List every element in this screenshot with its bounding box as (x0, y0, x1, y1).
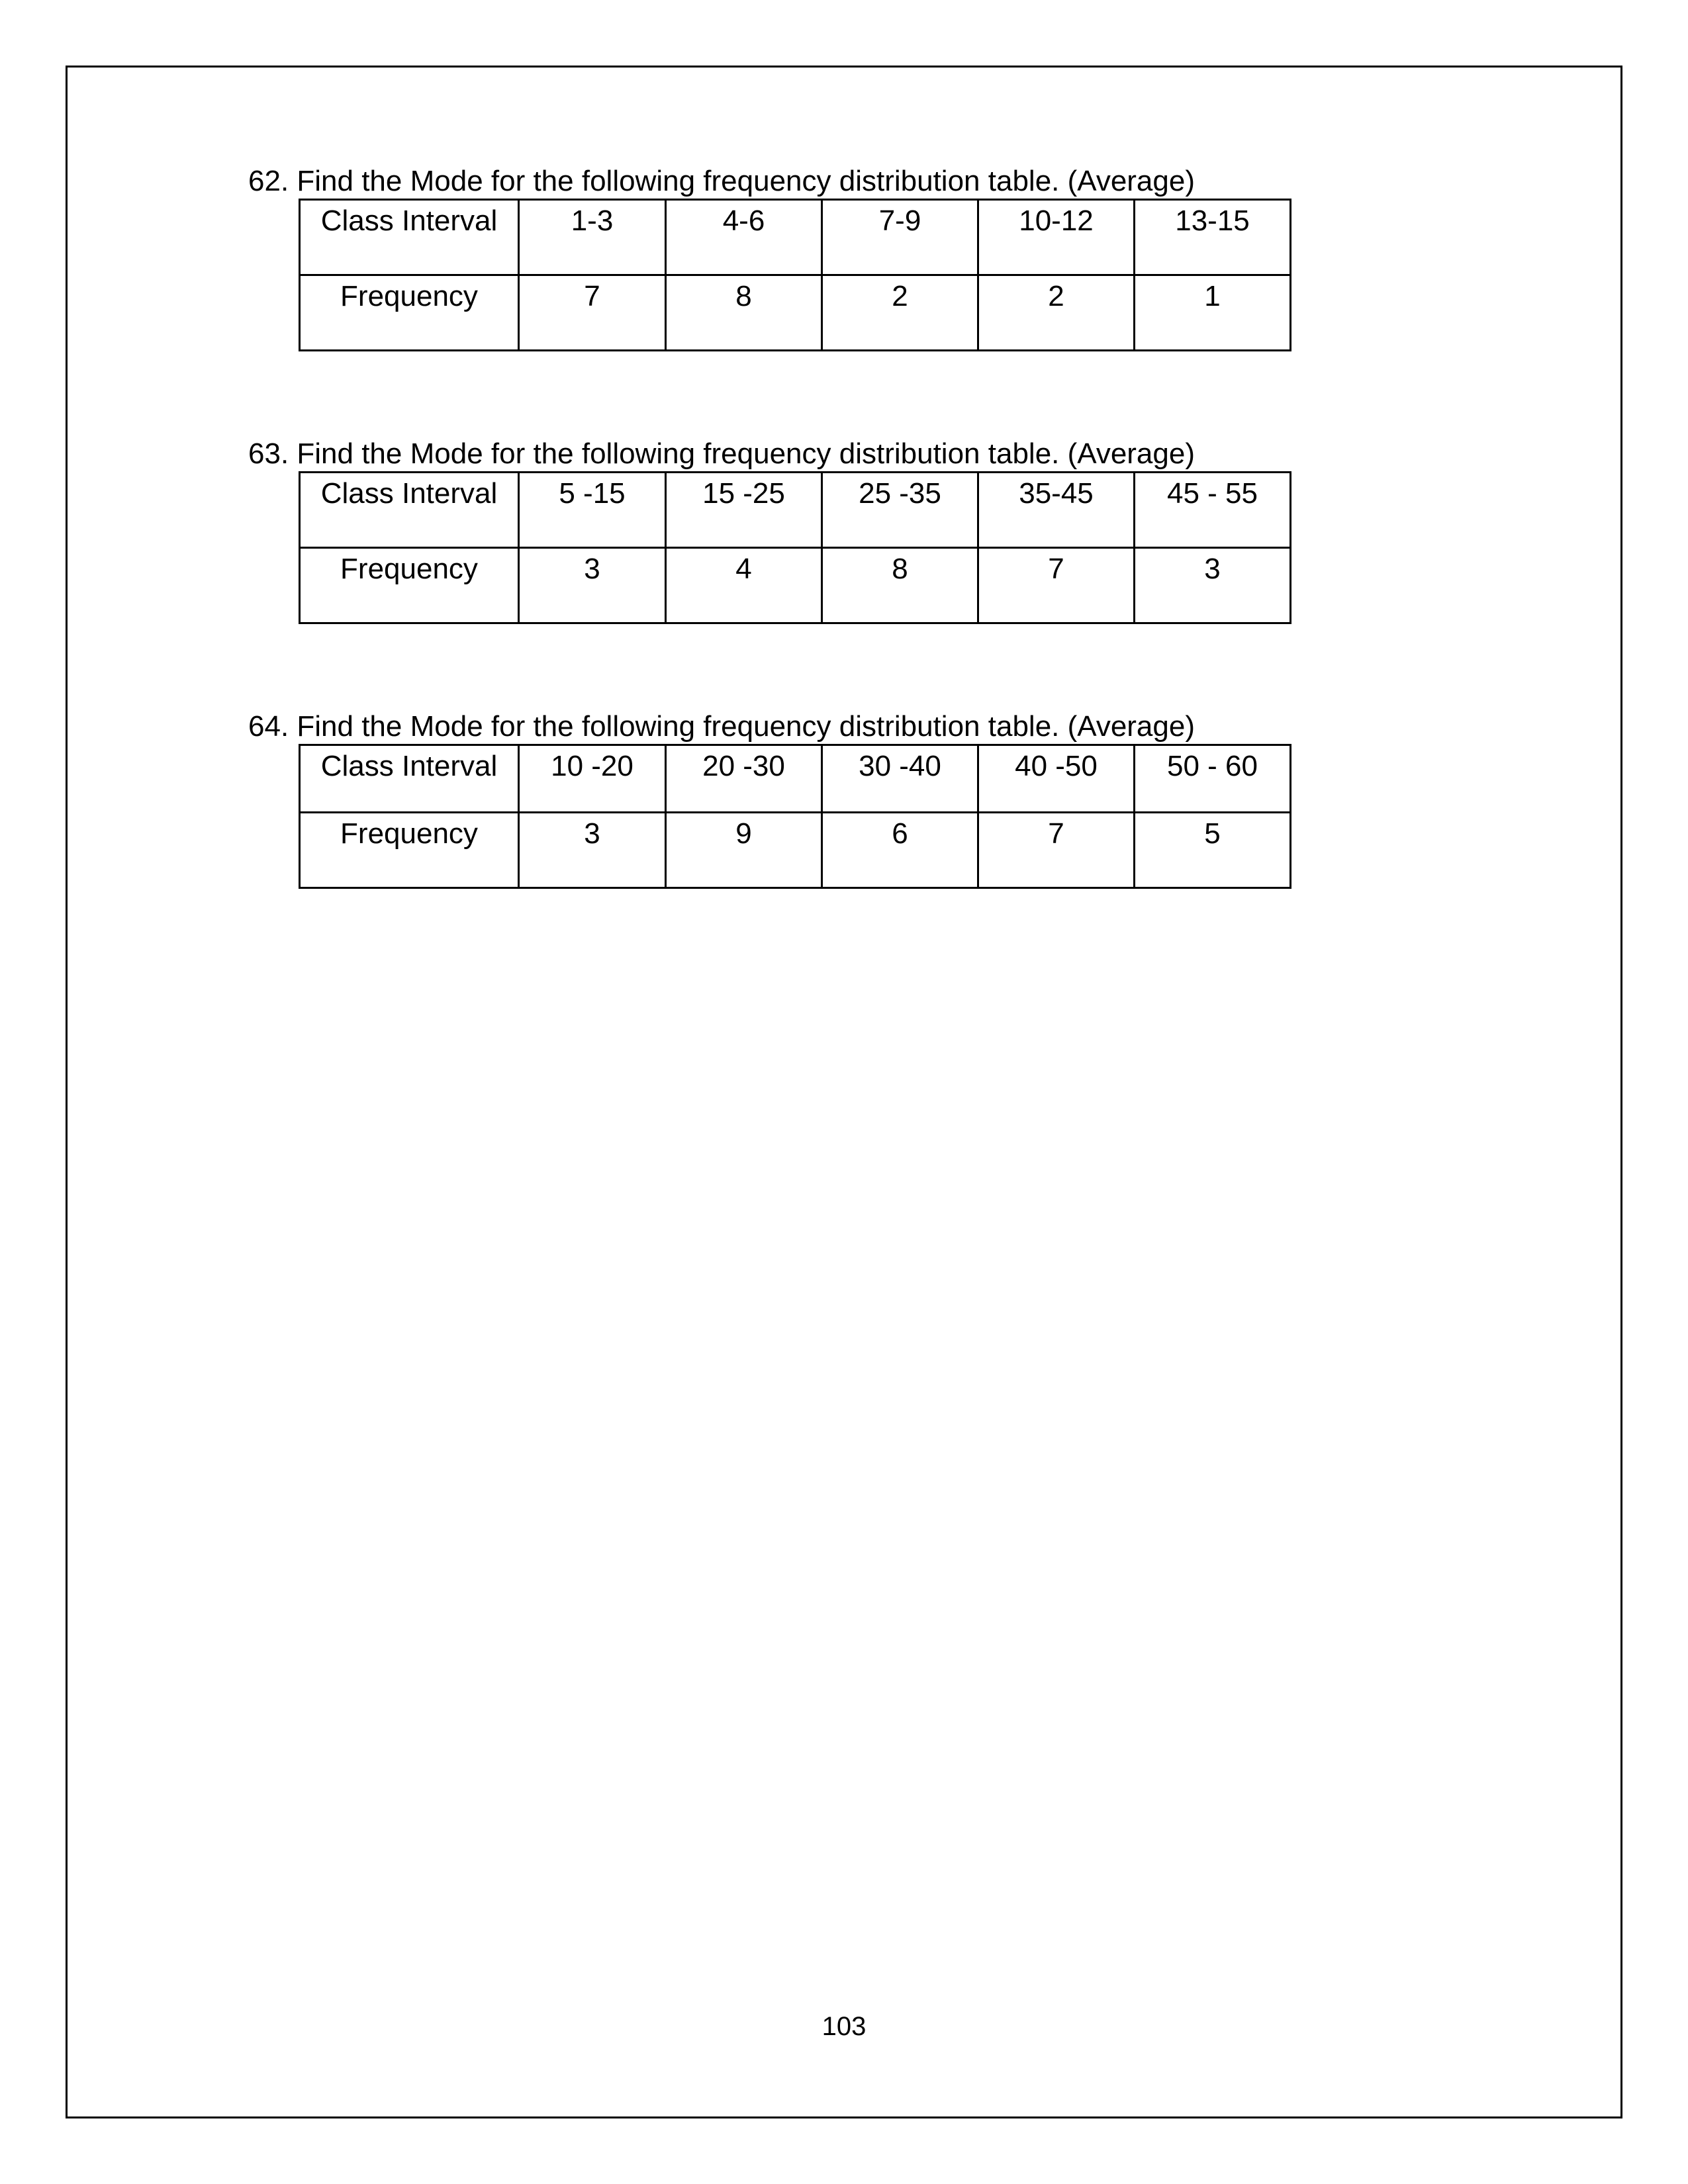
question-text: 63. Find the Mode for the following frequency distribution table. (Average) (248, 437, 1195, 470)
frequency-table (299, 471, 1291, 624)
question-63 (248, 437, 1291, 624)
frequency-cell: 8 (822, 548, 978, 623)
page-number: 103 (821, 2012, 867, 2041)
row-header: Class Interval (300, 745, 519, 813)
row-header: Class Interval (300, 473, 519, 548)
row-header: Class Interval (300, 200, 519, 275)
row-header: Frequency (300, 548, 519, 623)
frequency-cell: 3 (519, 548, 666, 623)
class-interval-row (300, 473, 1291, 548)
frequency-cell: 7 (978, 813, 1135, 888)
frequency-cell: 4 (666, 548, 822, 623)
interval-cell: 50 - 60 (1135, 745, 1291, 813)
class-interval-row (300, 200, 1291, 275)
question-64 (248, 709, 1291, 889)
interval-cell: 20 -30 (666, 745, 822, 813)
interval-cell: 4-6 (666, 200, 822, 275)
interval-cell: 13-15 (1135, 200, 1291, 275)
row-header: Frequency (300, 275, 519, 351)
class-interval-row (300, 745, 1291, 813)
frequency-cell: 2 (822, 275, 978, 351)
interval-cell: 5 -15 (519, 473, 666, 548)
question-text: 64. Find the Mode for the following frequency distribution table. (Average) (248, 710, 1195, 743)
frequency-cell: 5 (1135, 813, 1291, 888)
frequency-cell: 8 (666, 275, 822, 351)
frequency-cell: 3 (519, 813, 666, 888)
interval-cell: 10 -20 (519, 745, 666, 813)
interval-cell: 1-3 (519, 200, 666, 275)
frequency-cell: 7 (978, 548, 1135, 623)
frequency-cell: 3 (1135, 548, 1291, 623)
interval-cell: 10-12 (978, 200, 1135, 275)
frequency-cell: 9 (666, 813, 822, 888)
interval-cell: 7-9 (822, 200, 978, 275)
interval-cell: 15 -25 (666, 473, 822, 548)
frequency-cell: 2 (978, 275, 1135, 351)
frequency-table (299, 744, 1291, 889)
interval-cell: 30 -40 (822, 745, 978, 813)
frequency-cell: 6 (822, 813, 978, 888)
frequency-cell: 1 (1135, 275, 1291, 351)
row-header: Frequency (300, 813, 519, 888)
frequency-cell: 7 (519, 275, 666, 351)
question-text: 62. Find the Mode for the following frequency distribution table. (Average) (248, 165, 1195, 197)
frequency-row (300, 548, 1291, 623)
frequency-table (299, 199, 1291, 351)
interval-cell: 35-45 (978, 473, 1135, 548)
question-62 (248, 164, 1291, 351)
interval-cell: 45 - 55 (1135, 473, 1291, 548)
page-border (66, 66, 1622, 2118)
frequency-row (300, 275, 1291, 351)
frequency-row (300, 813, 1291, 888)
interval-cell: 40 -50 (978, 745, 1135, 813)
interval-cell: 25 -35 (822, 473, 978, 548)
